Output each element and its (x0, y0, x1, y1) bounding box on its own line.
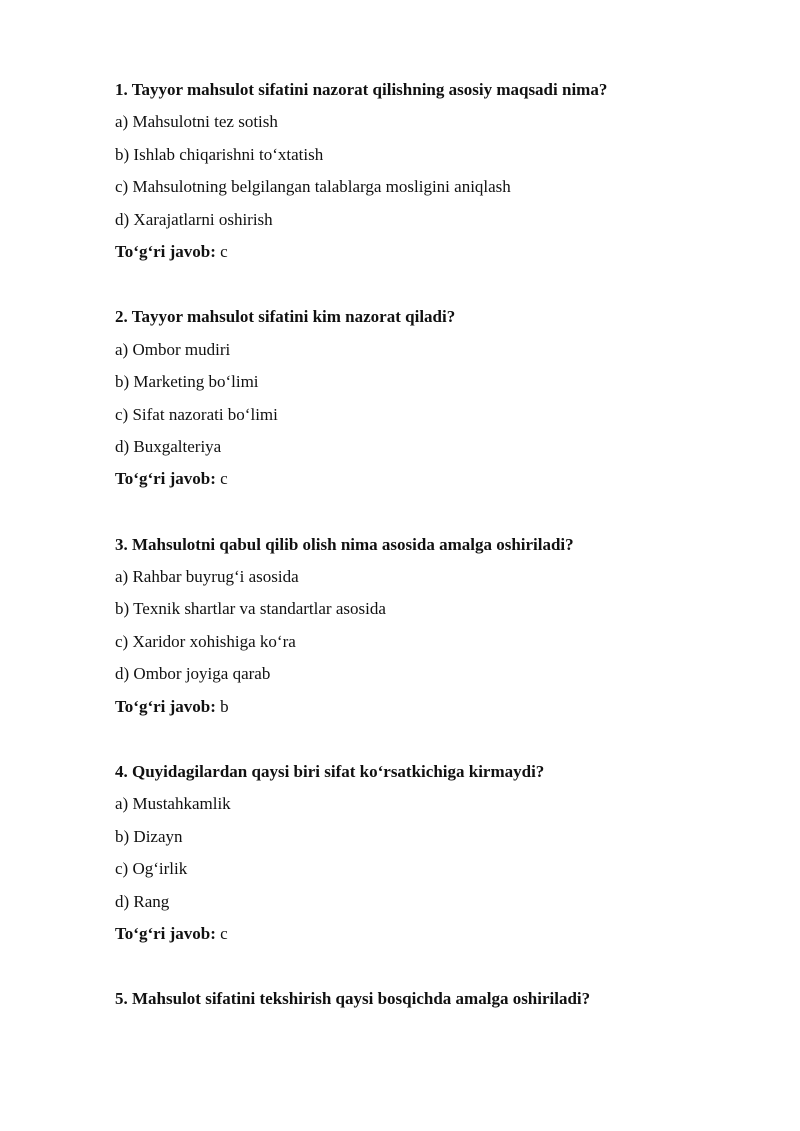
correct-answer-label: To‘g‘ri javob: (115, 923, 216, 943)
correct-answer-value: c (220, 241, 228, 261)
correct-answer (115, 918, 755, 950)
option-c: c) Xaridor xohishiga ko‘ra (115, 631, 296, 651)
question-text: 2. Tayyor mahsulot sifatini kim nazorat qiladi? (115, 307, 456, 327)
option-a: a) Rahbar buyrug‘i asosida (115, 567, 299, 587)
question-text: 4. Quyidagilardan qaysi biri sifat ko‘rsatkichiga kirmaydi? (115, 762, 545, 782)
correct-answer (115, 691, 755, 723)
question-block-2 (115, 301, 755, 495)
question-block-3 (115, 529, 755, 723)
option-a: a) Mahsulotni tez sotish (115, 112, 278, 132)
question-text: 1. Tayyor mahsulot sifatini nazorat qilishning asosiy maqsadi nima? (115, 80, 608, 99)
correct-answer-value: c (220, 469, 228, 489)
option-b: b) Dizayn (115, 826, 183, 846)
correct-answer (115, 236, 755, 268)
question-block-5 (115, 983, 755, 1015)
correct-answer-label: To‘g‘ri javob: (115, 241, 216, 261)
option-a: a) Ombor mudiri (115, 339, 231, 359)
question-block-4 (115, 756, 755, 950)
option-b: b) Marketing bo‘limi (115, 372, 259, 392)
option-b: b) Ishlab chiqarishni to‘xtatish (115, 144, 324, 164)
option-a: a) Mustahkamlik (115, 794, 231, 814)
correct-answer-value: c (220, 923, 228, 943)
option-c: c) Mahsulotning belgilangan talablarga mosligini aniqlash (115, 177, 511, 197)
option-d: d) Rang (115, 891, 170, 911)
correct-answer (115, 463, 755, 495)
option-c: c) Sifat nazorati bo‘limi (115, 404, 278, 424)
question-block-1 (115, 74, 755, 268)
correct-answer-label: To‘g‘ri javob: (115, 696, 216, 716)
question-text: 3. Mahsulotni qabul qilib olish nima asosida amalga oshiriladi? (115, 534, 574, 554)
correct-answer-label: To‘g‘ri javob: (115, 469, 216, 489)
document-page (115, 74, 755, 1049)
correct-answer-value: b (220, 696, 229, 716)
question-text: 5. Mahsulot sifatini tekshirish qaysi bosqichda amalga oshiriladi? (115, 989, 591, 1009)
option-d: d) Ombor joyiga qarab (115, 664, 271, 684)
option-c: c) Og‘irlik (115, 859, 188, 879)
option-b: b) Texnik shartlar va standartlar asosida (115, 599, 386, 619)
option-d: d) Buxgalteriya (115, 436, 222, 456)
option-d: d) Xarajatlarni oshirish (115, 209, 273, 229)
